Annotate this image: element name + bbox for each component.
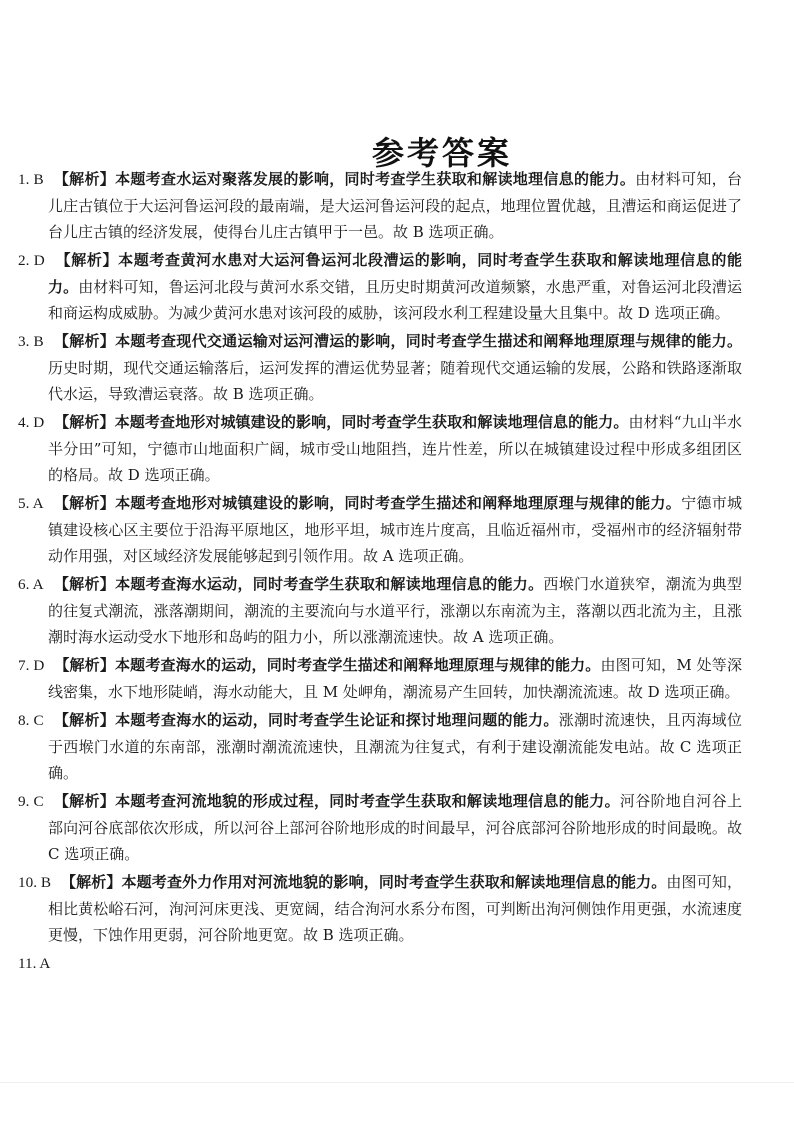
analysis-tag: 【解析】 — [53, 494, 116, 512]
answer-item-3 — [0, 328, 794, 407]
analysis-tag: 【解析】 — [54, 656, 116, 674]
analysis-body: 由图可知，相比黄松峪石河，洵河河床更浅、更宽阔，结合洵河水系分布图，可判断出洵河侧蚀作用更强，水流速度更慢，下蚀作用更弱，河谷阶地更宽。故 B 选项正确。 — [48, 873, 742, 944]
analysis-lead: 本题考查现代交通运输对运河漕运的影响，同时考查学生描述和阐释地理原理与规律的能力。 — [115, 332, 742, 350]
analysis-tag: 【解析】 — [53, 792, 116, 810]
analysis-body: 河谷阶地自河谷上部向河谷底部依次形成，所以河谷上部河谷阶地形成的时间最早，河谷底部河谷阶地形成的时间最晚。故 C 选项正确。 — [48, 792, 742, 863]
answer-number: 5. A — [18, 495, 44, 512]
analysis-tag: 【解析】 — [53, 332, 116, 350]
answer-item-9 — [0, 788, 794, 867]
analysis-tag: 【解析】 — [53, 170, 116, 188]
analysis-lead: 本题考查海水的运动，同时考查学生论证和探讨地理问题的能力。 — [115, 711, 559, 729]
answer-item-2 — [0, 247, 794, 326]
analysis-tag: 【解析】 — [55, 251, 119, 269]
analysis-lead: 本题考查地形对城镇建设的影响，同时考查学生描述和阐释地理原理与规律的能力。 — [115, 494, 682, 512]
answer-number: 3. B — [18, 333, 44, 350]
analysis-lead: 本题考查黄河水患对大运河鲁运河北段漕运的影响，同时考查学生获取和解读地理信息的能力。 — [48, 251, 743, 296]
answer-number: 1. B — [18, 171, 44, 188]
answer-item-8 — [0, 707, 794, 786]
analysis-lead: 本题考查河流地貌的形成过程，同时考查学生获取和解读地理信息的能力。 — [115, 792, 620, 810]
answer-number: 4. D — [18, 414, 45, 431]
page-bottom-divider — [0, 1082, 794, 1083]
answer-item-4 — [0, 409, 794, 488]
analysis-body: 宁德市城镇建设核心区主要位于沿海平原地区，地形平坦，城市连片度高，且临近福州市，受福州市的经济辐射带动作用强，对区域经济发展能够起到引领作用。故 A 选项正确。 — [48, 494, 742, 565]
analysis-body: 由图可知，M 处等深线密集，水下地形陡峭，海水动能大，且 M 处岬角，潮流易产生回转，加快潮流流速。故 D 选项正确。 — [48, 656, 742, 701]
answer-number: 10. B — [18, 874, 52, 891]
analysis-tag: 【解析】 — [60, 873, 122, 891]
analysis-tag: 【解析】 — [54, 413, 115, 431]
analysis-lead: 本题考查海水的运动，同时考查学生描述和阐释地理原理与规律的能力。 — [115, 656, 601, 674]
answer-number: 7. D — [18, 657, 45, 674]
answer-number: 8. C — [18, 712, 44, 729]
analysis-lead: 本题考查海水运动，同时考查学生获取和解读地理信息的能力。 — [115, 575, 544, 593]
analysis-body: 涨潮时流速快，且丙海域位于西堠门水道的东南部，涨潮时潮流流速快，且潮流为往复式，有利于建设潮流能发电站。故 C 选项正确。 — [48, 711, 742, 782]
answer-item-11 — [0, 950, 794, 977]
answer-item-7 — [0, 652, 794, 705]
analysis-tag: 【解析】 — [53, 575, 116, 593]
analysis-lead: 本题考查外力作用对河流地貌的影响，同时考查学生获取和解读地理信息的能力。 — [121, 873, 667, 891]
page-title: 参考答案 — [371, 134, 512, 172]
answer-number: 6. A — [18, 576, 44, 593]
analysis-lead: 本题考查地形对城镇建设的影响，同时考查学生获取和解读地理信息的能力。 — [114, 413, 629, 431]
analysis-body: 西堠门水道狭窄，潮流为典型的往复式潮流，涨落潮期间，潮流的主要流向与水道平行，涨潮以东南流为主，落潮以西北流为主，且涨潮时海水运动受水下地形和岛屿的阻力小，所以涨潮流速快。故 A 选项正确。 — [48, 575, 742, 646]
answer-item-5 — [0, 490, 794, 569]
answer-number: 9. C — [18, 793, 44, 810]
analysis-lead: 本题考查水运对聚落发展的影响，同时考查学生获取和解读地理信息的能力。 — [115, 170, 636, 188]
analysis-body: 由材料“九山半水半分田”可知，宁德市山地面积广阔，城市受山地阻挡，连片性差，所以在城镇建设过程中形成多组团区的格局。故 D 选项正确。 — [48, 413, 743, 484]
analysis-body: 由材料可知，台儿庄古镇位于大运河鲁运河段的最南端，是大运河鲁运河段的起点，地理位置优越，且漕运和商运促进了台儿庄古镇的经济发展，使得台儿庄古镇甲于一邑。故 B 选项正确。 — [48, 170, 742, 241]
answer-item-10 — [0, 869, 794, 948]
analysis-tag: 【解析】 — [53, 711, 116, 729]
answer-item-1 — [0, 166, 794, 245]
answer-item-6 — [0, 571, 794, 650]
answer-number: 2. D — [18, 252, 45, 269]
analysis-body: 历史时期，现代交通运输落后，运河发挥的漕运优势显著；随着现代交通运输的发展，公路和铁路逐渐取代水运，导致漕运衰落。故 B 选项正确。 — [48, 359, 742, 403]
analysis-body: 由材料可知，鲁运河北段与黄河水系交错，且历史时期黄河改道频繁，水患严重，对鲁运河北段漕运和商运构成威胁。为减少黄河水患对该河段的威胁，该河段水利工程建设量大且集中。故 D 选项正确。 — [48, 278, 742, 322]
answer-number: 11. A — [18, 955, 51, 972]
answer-list — [0, 166, 794, 979]
